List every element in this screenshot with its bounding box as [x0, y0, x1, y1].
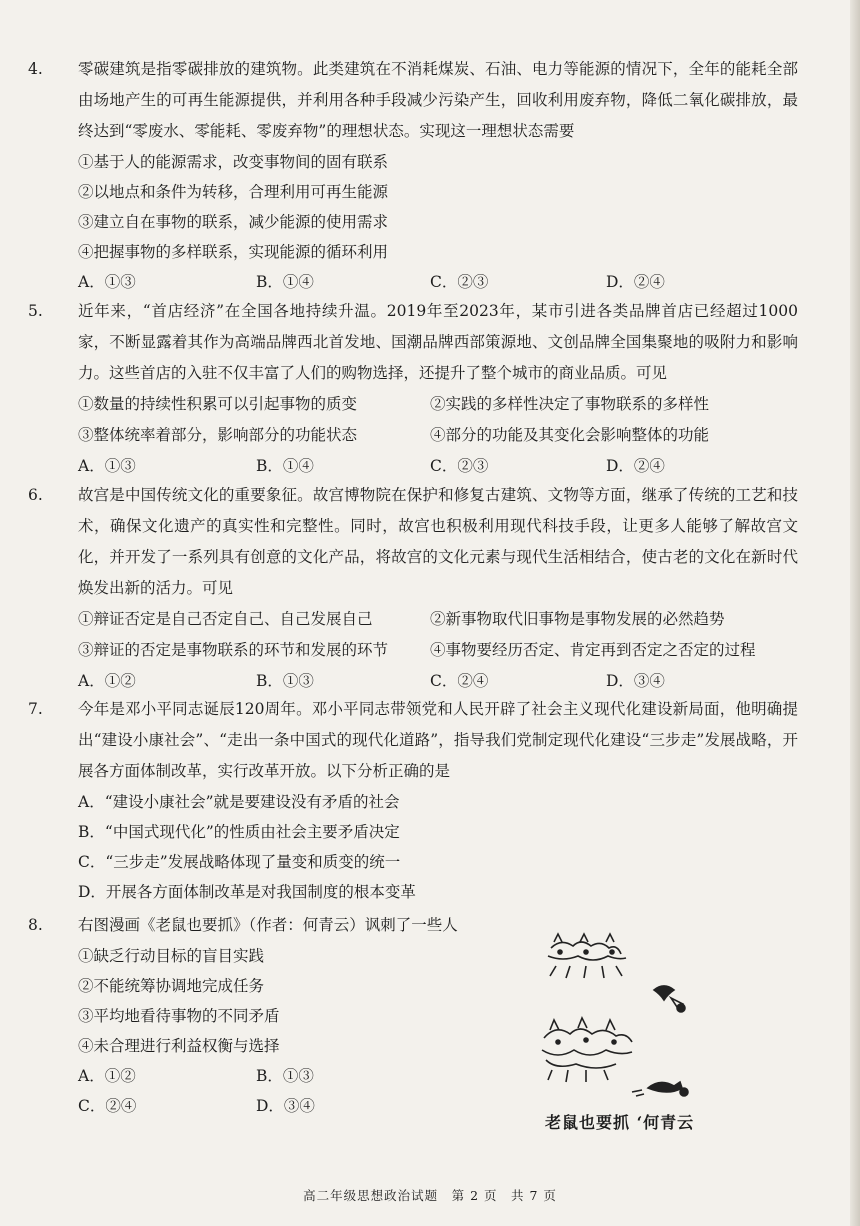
- choice-c: C．②③: [430, 273, 489, 291]
- question-8: [28, 910, 508, 1121]
- statement-row: [78, 389, 798, 420]
- bird-icon: [654, 986, 685, 1012]
- question-number: 7.: [28, 700, 43, 718]
- choice-a: A．“建设小康社会”就是要建设没有矛盾的社会: [78, 793, 400, 811]
- question-4: [28, 54, 798, 297]
- statement-item: ①辩证否定是自己否定自己、自己发展自己: [78, 610, 373, 628]
- choice-d: D．③④: [606, 672, 665, 690]
- statement-item: ①缺乏行动目标的盲目实践: [78, 947, 265, 965]
- statement-row: [78, 420, 798, 451]
- choice-a: A．①②: [78, 672, 136, 690]
- choice-c: C．②④: [430, 672, 489, 690]
- cartoon-caption: 老鼠也要抓 ‘何青云: [545, 1113, 695, 1132]
- choice-a: A．①③: [78, 457, 136, 475]
- statement-item: ③整体统率着部分，影响部分的功能状态: [78, 426, 358, 444]
- statement-item: ④未合理进行利益权衡与选择: [78, 1037, 280, 1055]
- statement-item: ④把握事物的多样联系，实现能源的循环利用: [78, 243, 389, 261]
- question-number: 4.: [28, 60, 43, 78]
- cats-group-bottom-icon: [542, 1018, 632, 1082]
- answer-choices: [78, 1091, 508, 1121]
- answer-choices: [78, 451, 798, 481]
- choice-d: D．③④: [256, 1097, 315, 1115]
- statement-item: ④部分的功能及其变化会影响整体的功能: [430, 426, 710, 444]
- answer-choices: [78, 666, 798, 696]
- statement-item: ②实践的多样性决定了事物联系的多样性: [430, 395, 710, 413]
- choice-b: B．①③: [256, 672, 314, 690]
- question-number: 6.: [28, 486, 43, 504]
- question-number: 5.: [28, 302, 43, 320]
- question-stem: 右图漫画《老鼠也要抓》（作者：何青云）讽刺了一些人: [78, 916, 458, 934]
- statement-item: ④事物要经历否定、肯定再到否定之否定的过程: [430, 641, 756, 659]
- choice-a: A．①②: [78, 1067, 136, 1085]
- answer-choices: [78, 1061, 508, 1091]
- choice-b: B．①③: [256, 1067, 314, 1085]
- answer-choices: [78, 267, 798, 297]
- choice-c: C．②④: [78, 1097, 137, 1115]
- choice-d: D．开展各方面体制改革是对我国制度的根本变革: [78, 883, 416, 901]
- choice-b: B．“中国式现代化”的性质由社会主要矛盾决定: [78, 823, 400, 841]
- question-stem: 今年是邓小平同志诞辰120周年。邓小平同志带领党和人民开辟了社会主义现代化建设新局面，他明确提出“建设小康社会”、“走出一条中国式的现代化道路”，指导我们党制定现代化建设“三步走”发展战略，开展各方面体制改革，实行改革开放。以下分析正确的是: [78, 700, 798, 780]
- statement-item: ③辩证的否定是事物联系的环节和发展的环节: [78, 641, 389, 659]
- question-stem: 故宫是中国传统文化的重要象征。故宫博物院在保护和修复古建筑、文物等方面，继承了传统的工艺和技术，确保文化遗产的真实性和完整性。同时，故宫也积极利用现代科技手段，让更多人能够了解故宫文化，并开发了一系列具有创意的文化产品，将故宫的文化元素与现代生活相结合，使古老的文化在新时代焕发出新的活力。可见: [78, 486, 798, 597]
- choice-d: D．②④: [606, 273, 665, 291]
- statement-item: ①数量的持续性积累可以引起事物的质变: [78, 395, 358, 413]
- choice-b: B．①④: [256, 273, 314, 291]
- mouse-icon: [632, 1082, 688, 1096]
- question-number: 8.: [28, 916, 43, 934]
- statement-item: ③平均地看待事物的不同矛盾: [78, 1007, 280, 1025]
- choice-a: A．①③: [78, 273, 136, 291]
- choice-c: C．②③: [430, 457, 489, 475]
- statement-item: ②不能统筹协调地完成任务: [78, 977, 265, 995]
- statement-item: ②以地点和条件为转移，合理利用可再生能源: [78, 183, 389, 201]
- cats-group-top-icon: [548, 934, 626, 978]
- page-footer: 高二年级思想政治试题 第 2 页 共 7 页: [303, 1188, 557, 1203]
- statement-item: ③建立自在事物的联系，减少能源的使用需求: [78, 213, 389, 231]
- scan-edge: [850, 0, 860, 1226]
- question-5: [28, 296, 798, 481]
- statement-item: ①基于人的能源需求，改变事物间的固有联系: [78, 153, 389, 171]
- question-stem: 近年来，“首店经济”在全国各地持续升温。2019年至2023年，某市引进各类品牌首店已经超过1000家，不断显露着其作为高端品牌西北首发地、国潮品牌西部策源地、文创品牌全国集聚地的吸附力和影响力。这些首店的入驻不仅丰富了人们的购物选择，还提升了整个城市的商业品质。可见: [78, 302, 798, 382]
- choice-b: B．①④: [256, 457, 314, 475]
- statement-row: [78, 604, 798, 635]
- statement-row: [78, 635, 798, 666]
- choice-d: D．②④: [606, 457, 665, 475]
- statement-item: ②新事物取代旧事物是事物发展的必然趋势: [430, 610, 725, 628]
- question-7: [28, 694, 798, 907]
- question-6: [28, 480, 798, 696]
- question-stem: 零碳建筑是指零碳排放的建筑物。此类建筑在不消耗煤炭、石油、电力等能源的情况下，全年的能耗全部由场地产生的可再生能源提供，并利用各种手段减少污染产生，回收利用废弃物，降低二氧化碳排放，最终达到“零废水、零能耗、零废弃物”的理想状态。实现这一理想状态需要: [78, 60, 798, 140]
- choice-c: C．“三步走”发展战略体现了量变和质变的统一: [78, 853, 401, 871]
